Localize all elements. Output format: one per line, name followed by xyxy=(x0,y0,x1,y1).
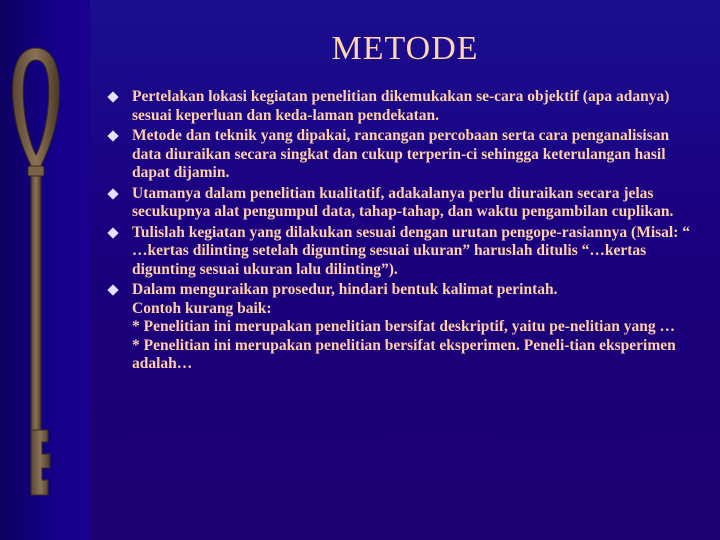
bullet-diamond-icon xyxy=(107,227,118,238)
bullet-text: Metode dan teknik yang dipakai, rancangan percobaan serta cara penganalisisan data diuraikan secara singkat dan cukup terperin-ci sehingga keterulangan hasil dapat dijamin. xyxy=(132,127,670,181)
bullet-item xyxy=(106,88,700,125)
left-decoration-strip xyxy=(0,0,90,540)
example-line: * Penelitian ini merupakan penelitian bersifat deskriptif, yaitu pe-nelitian yang … xyxy=(132,318,675,335)
bullet-diamond-icon xyxy=(107,284,118,295)
bullet-diamond-icon xyxy=(107,130,118,141)
bullet-diamond-icon xyxy=(107,188,118,199)
bullet-text: Pertelakan lokasi kegiatan penelitian dikemukakan se-cara objektif (apa adanya) sesuai keperluan dan keda-laman pendekatan. xyxy=(132,88,670,124)
bullet-text: Dalam menguraikan prosedur, hindari bentuk kalimat perintah. xyxy=(132,281,558,298)
bullet-list xyxy=(106,88,700,376)
bullet-diamond-icon xyxy=(107,91,118,102)
example-heading: Contoh kurang baik: xyxy=(132,299,272,317)
bullet-item xyxy=(106,127,700,183)
slide-title: METODE xyxy=(331,30,479,67)
bullet-text: Tulislah kegiatan yang dilakukan sesuai dengan urutan pengope-rasiannya (Misal: “ …kertas dilinting setelah digunting sesuai ukuran” haruslah ditulis “…kertas digunting sesuai ukuran lalu dilinting”). xyxy=(132,223,691,278)
bullet-text: Utamanya dalam penelitian kualitatif, adakalanya perlu diuraikan secara jelas secukupnya alat pengumpul data, tahap-tahap, dan waktu pengambilan cuplikan. xyxy=(132,184,674,220)
bullet-item xyxy=(106,224,700,280)
bullet-item xyxy=(106,281,700,374)
bullet-item xyxy=(106,185,700,222)
example-line: * Penelitian ini merupakan penelitian bersifat eksperimen. Peneli-tian eksperimen adalah… xyxy=(132,336,676,372)
key-icon xyxy=(4,40,68,510)
